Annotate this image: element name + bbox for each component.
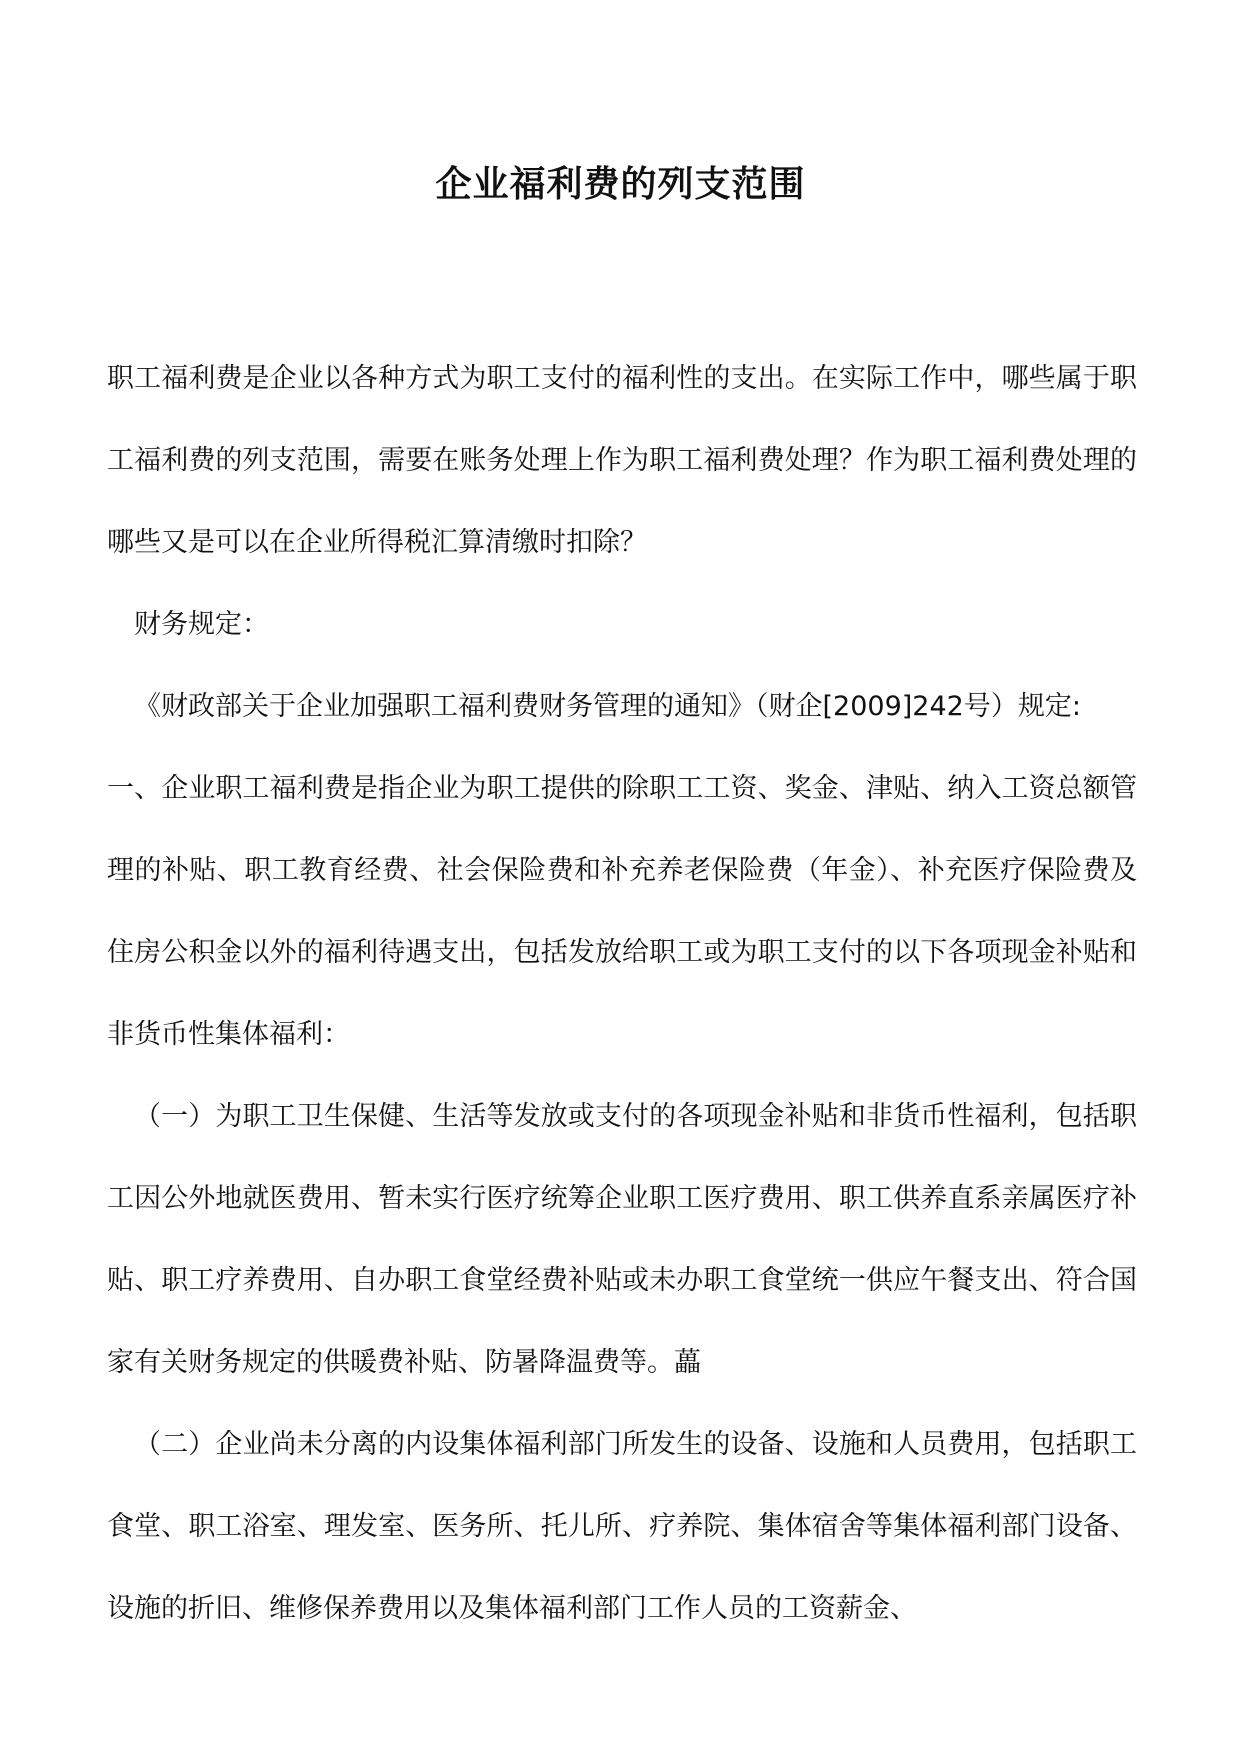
document-title: 企业福利费的列支范围	[435, 163, 806, 205]
paragraph-intro: 职工福利费是企业以各种方式为职工支付的福利性的支出。在实际工作中，哪些属于职工福利费的列支范围，需要在账务处理上作为职工福利费处理？作为职工福利费处理的哪些又是可以在企业所得税汇算清缴时扣除？	[107, 363, 1137, 558]
document-body	[107, 338, 1137, 1650]
paragraph-item-two: （二）企业尚未分离的内设集体福利部门所发生的设备、设施和人员费用，包括职工食堂、职工浴室、理发室、医务所、托儿所、疗养院、集体宿舍等集体福利部门设备、设施的折旧、维修保养费用以及集体福利部门工作人员的工资薪金、	[107, 1429, 1137, 1624]
paragraph-item-one: （一）为职工卫生保健、生活等发放或支付的各项现金补贴和非货币性福利，包括职工因公外地就医费用、暂未实行医疗统筹企业职工医疗费用、职工供养直系亲属医疗补贴、职工疗养费用、自办职工食堂经费补贴或未办职工食堂统一供应午餐支出、符合国家有关财务规定的供暖费补贴、防暑降温费等。藟	[107, 1101, 1137, 1378]
paragraph-section-one: 一、企业职工福利费是指企业为职工提供的除职工工资、奖金、津贴、纳入工资总额管理的补贴、职工教育经费、社会保险费和补充养老保险费（年金）、补充医疗保险费及住房公积金以外的福利待遇支出，包括发放给职工或为职工支付的以下各项现金补贴和非货币性集体福利：	[107, 773, 1137, 1050]
paragraph-notice-citation: 《财政部关于企业加强职工福利费财务管理的通知》（财企[2009]242号）规定:	[134, 691, 1081, 722]
paragraph-financial-rules-heading: 财务规定：	[134, 609, 269, 640]
